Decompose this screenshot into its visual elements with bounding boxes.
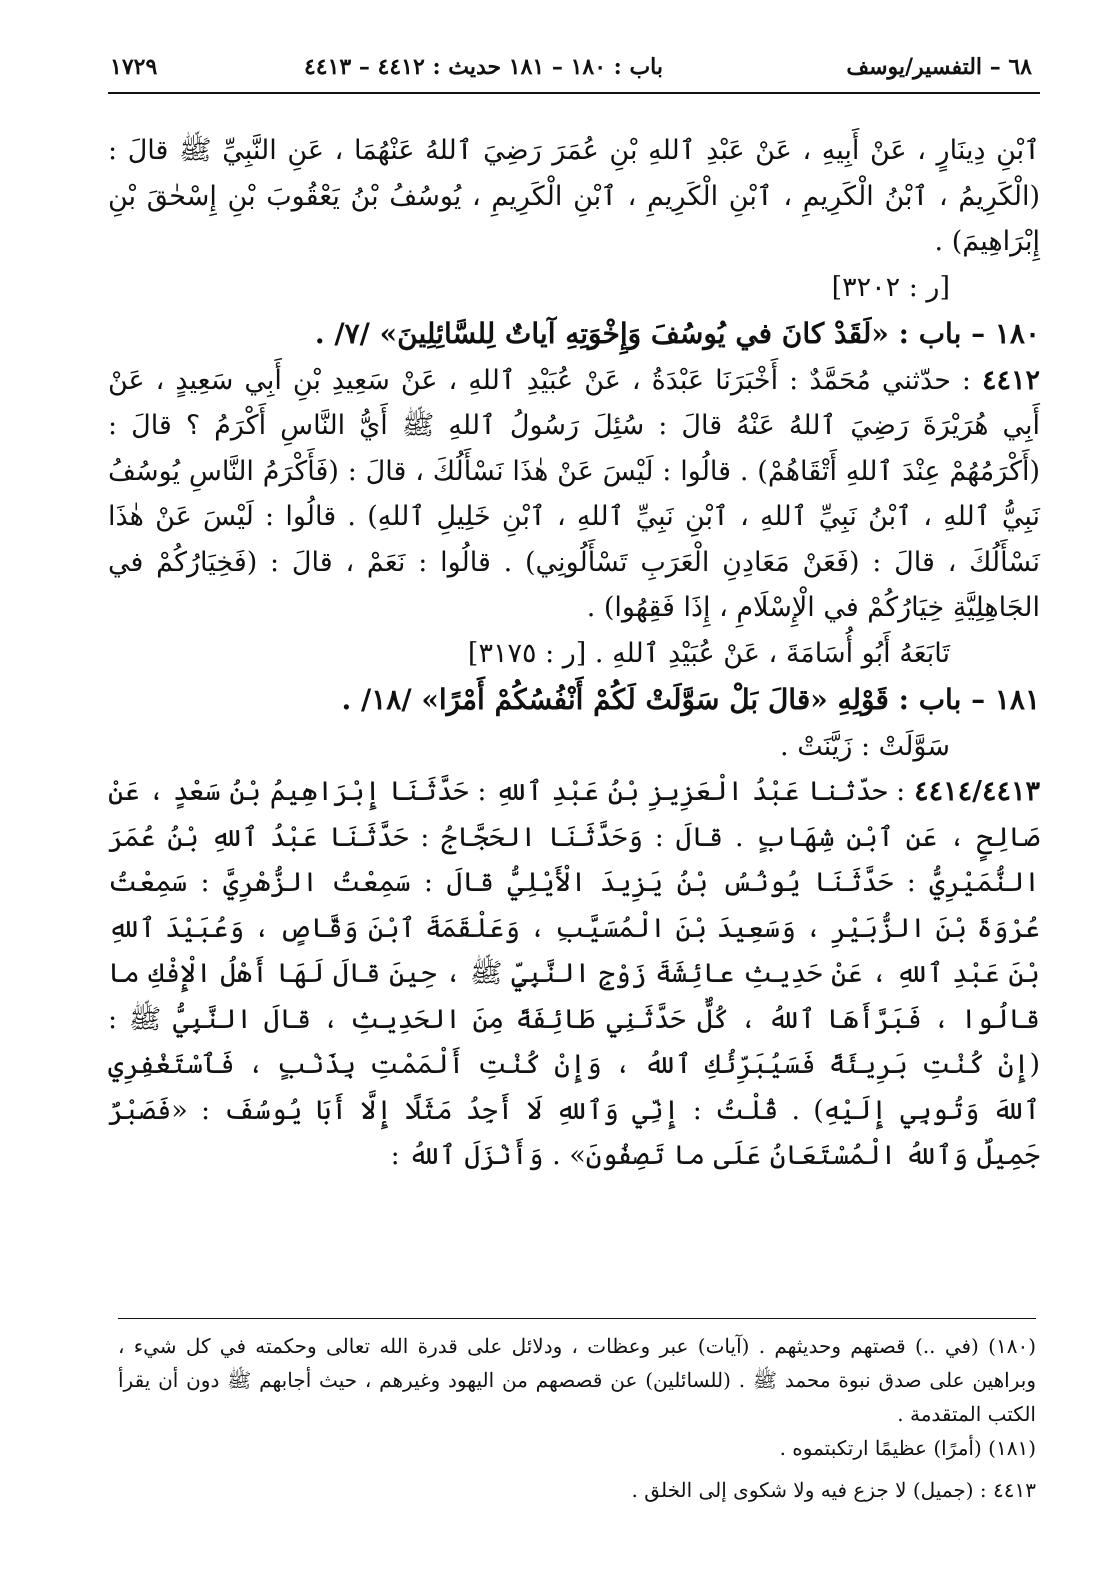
footnote-181: (١٨١) (أمرًا) عظيمًا ارتكبتموه .	[779, 1436, 1036, 1460]
hadith-4413-number: ٤٤١٤/٤٤١٣	[914, 776, 1040, 807]
bab-181-title: ١٨١ – باب : قَوْلِهِ «قالَ بَلْ سَوَّلَتْ لَكُمْ أَنْفُسُكُمْ أَمْرًا» /١٨/ .	[341, 683, 1040, 716]
footnote-180: (١٨٠) (في ..) قصتهم وحديثهم . (آيات) عبر وعظات ، ودلائل على قدرة الله تعالى وحكمته في كل شيء ، وبراهين على صدق نبوة محمد ﷺ . (للسائلين) عن قصصهم من اليهود وغيرهم ، حيث أجابهم ﷺ دون أن يقرأ الكتب المتقدمة .	[118, 1334, 1036, 1426]
bab-181-gloss: سَوَّلَتْ : زَيَّنَتْ .	[780, 730, 950, 762]
opening-reference: [ر : ٣٢٠٢]	[831, 271, 950, 303]
hadith-4412-number: ٤٤١٢	[981, 364, 1040, 396]
page-header	[110, 50, 1038, 90]
bab-180-title: ١٨٠ – باب : «لَقَدْ كانَ في يُوسُفَ وَإِخْوَتِهِ آياتٌ لِلسَّائِلِينَ» /٧/ .	[314, 317, 1040, 350]
opening-paragraph: ٱبْنِ دِينَارٍ ، عَنْ أَبِيهِ ، عَنْ عَبْدِ ٱللهِ بْنِ عُمَرَ رَضِيَ ٱللهُ عَنْهُمَا ، عَنِ النَّبِيِّ ﷺ قالَ : (الْكَرِيمُ ، ٱبْنُ الْكَرِيمِ ، ٱبْنِ الْكَرِيمِ ، ٱبْنِ الْكَرِيمِ ، يُوسُفُ بْنُ يَعْقُوبَ بْنِ إِسْحٰقَ بْنِ إِبْرَاهِيمَ) .	[108, 135, 1040, 257]
page-number: ١٧٢٩	[110, 54, 158, 80]
footnotes	[118, 1318, 1036, 1507]
hadith-4413-text: : حدّثنا عَبْدُ الْعَزِيزِ بْنُ عَبْدِ ٱللهِ : حَدَّثَنَا إِبْرَاهِيمُ بْنُ سَعْدٍ ، عَنْ صَالِحٍ ، عَنِ ٱبْنِ شِهَابٍ . قالَ : وَحَدَّثَنَا الحَجَّاجُ : حَدَّثَنَا عَبْدُ ٱللهِ بْنُ عُمَرَ النُّمَيْرِيُّ : حَدَّثَنَا يُونُسُ بْنُ يَزِيدَ الْأَيْلِيُّ قالَ : سَمِعْتُ الزُّهْرِيَّ : سَمِعْتُ عُرْوَةَ بْنَ الزُّبَيْرِ ، وَسَعِيدَ بْنَ الْمُسَيَّبِ ، وَعَلْقَمَةَ ٱبْنَ وَقَّاصٍ ، وَعُبَيْدَ ٱللهِ بْنَ عَبْدِ ٱللهِ ، عَنْ حَدِيثِ عائِشَةَ زَوْجِ النَّبِيِّ ﷺ ، حِينَ قالَ لَهَا أَهْلُ الْإِفْكِ ما قالُوا ، فَبَرَّأَهَا ٱللهُ ، كُلٌّ حَدَّثَنِي طَائِفَةً مِنَ الحَدِيثِ ، قالَ النَّبِيُّ ﷺ : (إِنْ كُنْتِ بَرِيئَةً فَسَيُبَرِّئُكِ ٱللهُ ، وَإِنْ كُنْتِ أَلْمَمْتِ بِذَنْبٍ ، فَٱسْتَغْفِرِي ٱللهَ وَتُوبِي إِلَيْهِ) . قُلْتُ : إِنِّي وَٱللهِ لَا أَجِدُ مَثَلًا إِلَّا أَبَا يُوسُفَ : «فَصَبْرٌ جَمِيلٌ وَٱللهُ الْمُسْتَعَانُ عَلَى ما تَصِفُونَ» . وَأَنْزَلَ ٱللهُ :	[108, 776, 1040, 1171]
hadith-4412-followup: تَابَعَهُ أَبُو أُسَامَةَ ، عَنْ عُبَيْدِ ٱللهِ . [ر : ٣١٧٥]	[467, 637, 950, 669]
hadith-4412	[108, 358, 1040, 631]
hadith-4412-text: : حدّثني مُحَمَّدٌ : أَخْبَرَنَا عَبْدَةُ ، عَنْ عُبَيْدِ ٱللهِ ، عَنْ سَعِيدِ بْنِ أَبِي سَعِيدٍ ، عَنْ أَبِي هُرَيْرَةَ رَضِيَ ٱللهُ عَنْهُ قالَ : سُئِلَ رَسُولُ ٱللهِ ﷺ أَيُّ النَّاسِ أَكْرَمُ ؟ قالَ : (أَكْرَمُهُمْ عِنْدَ ٱللهِ أَتْقَاهُمْ) . قالُوا : لَيْسَ عَنْ هٰذَا نَسْأَلُكَ ، قالَ : (فَأَكْرَمُ النَّاسِ يُوسُفُ نَبِيُّ ٱللهِ ، ٱبْنُ نَبِيِّ ٱللهِ ، ٱبْنِ نَبِيِّ ٱللهِ ، ٱبْنِ خَلِيلِ ٱللهِ) . قالُوا : لَيْسَ عَنْ هٰذَا نَسْأَلُكَ ، قالَ : (فَعَنْ مَعَادِنِ الْعَرَبِ تَسْأَلُونِي) . قالُوا : نَعَمْ ، قالَ : (فَخِيَارُكُمْ في الجَاهِلِيَّةِ خِيَارُكُمْ في الْإِسْلَامِ ، إِذَا فَقِهُوا) .	[108, 364, 1040, 623]
hadith-4413	[108, 769, 1040, 1179]
chapter-title: ٦٨ – التفسير/يوسف	[846, 54, 1032, 80]
footnote-4413: ٤٤١٣ : (جميل) لا جزع فيه ولا شكوى إلى الخلق .	[631, 1478, 1036, 1502]
section-reference: باب : ١٨٠ – ١٨١ حديث : ٤٤١٢ – ٤٤١٣	[303, 54, 663, 80]
main-text	[108, 128, 1040, 1179]
header-divider	[108, 92, 1040, 94]
